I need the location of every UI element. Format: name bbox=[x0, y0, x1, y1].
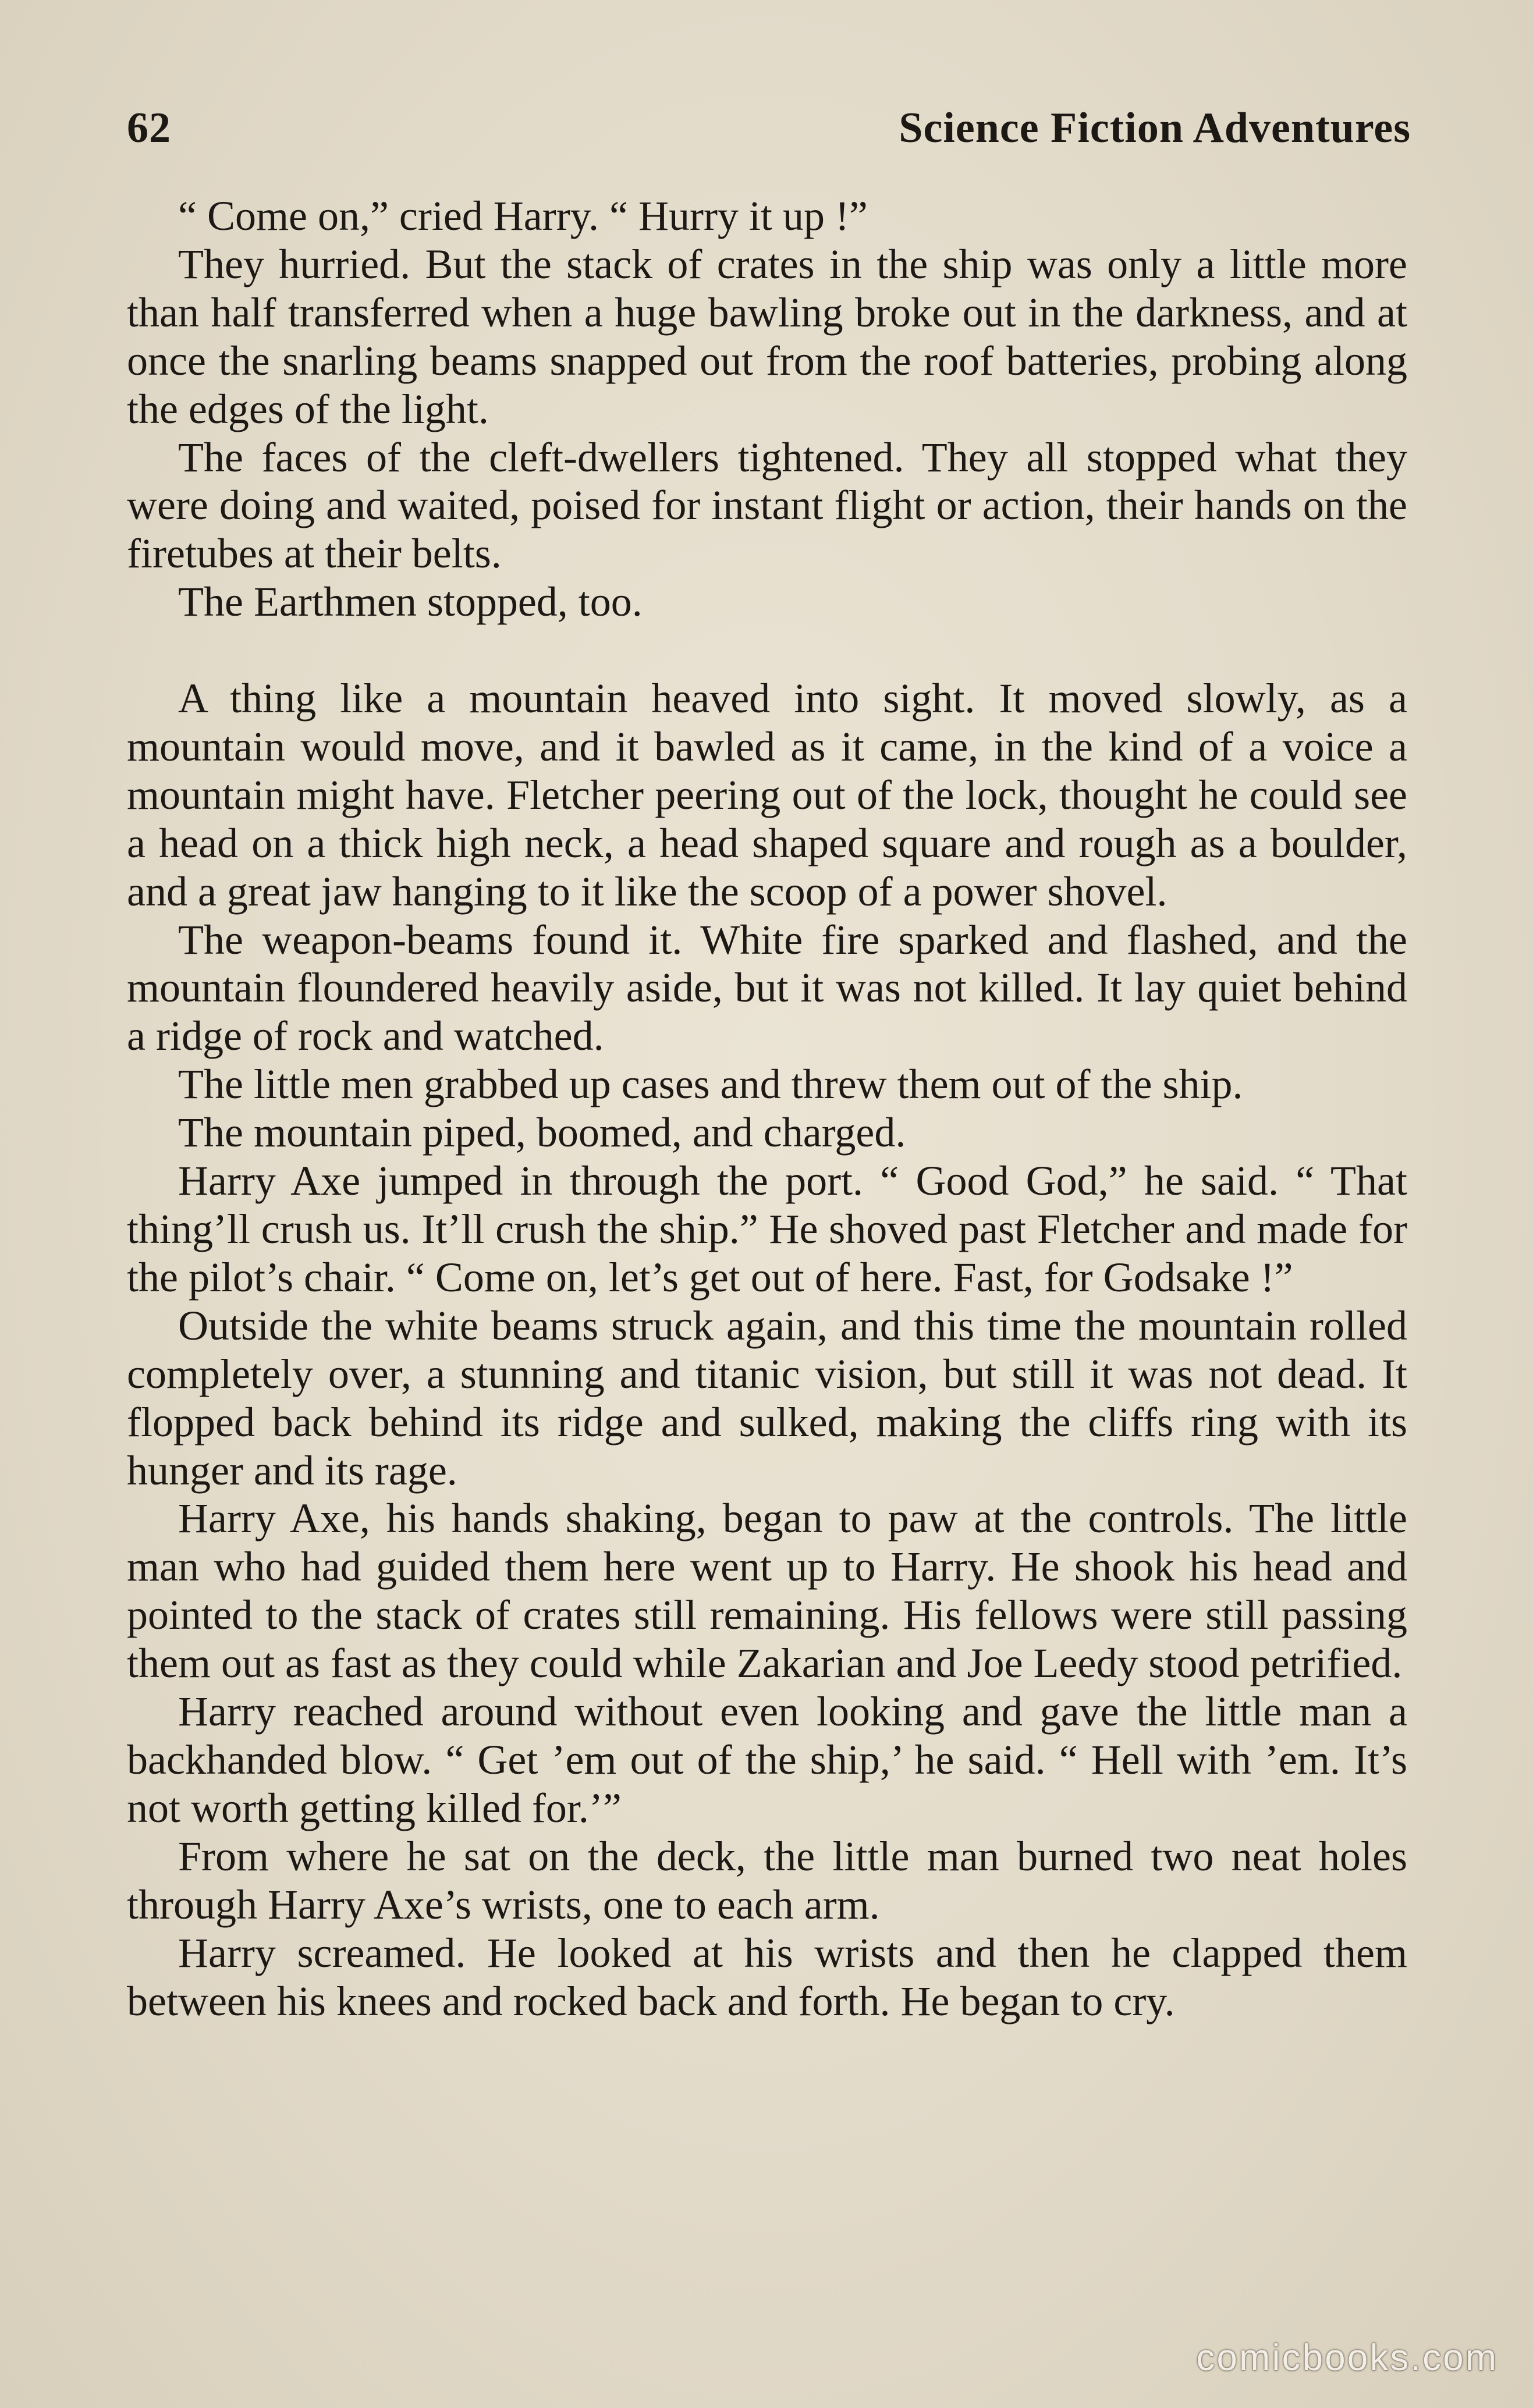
magazine-title: Science Fiction Adventures bbox=[899, 104, 1411, 152]
site-watermark: comicbooks.com bbox=[1196, 2336, 1498, 2378]
paragraph: From where he sat on the deck, the little man burned two neat holes through Harry Axe’s wrists, one to each arm. bbox=[127, 1832, 1407, 1928]
paragraph: The weapon-beams found it. White fire sparked and flashed, and the mountain floundered heavily aside, but it was not killed. It lay quiet behind a ridge of rock and watched. bbox=[127, 916, 1407, 1060]
paragraph: Harry screamed. He looked at his wrists and then he clapped them between his knees and rocked back and forth. He began to cry. bbox=[127, 1929, 1407, 2025]
paragraph: “ Come on,” cried Harry. “ Hurry it up !” bbox=[178, 193, 868, 239]
paragraph: Harry reached around without even looking and gave the little man a backhanded blow. “ Get ’em out of the ship,’ he said. “ Hell with ’em. It’s not worth getting killed for.’” bbox=[127, 1688, 1407, 1831]
paragraph: Outside the white beams struck again, and this time the mountain rolled completely over, a stunning and titanic vision, but still it was not dead. It flopped back behind its ridge and sulked, making the cliffs ring with its hunger and its rage. bbox=[127, 1302, 1407, 1494]
paragraph: The faces of the cleft-dwellers tightened. They all stopped what they were doing and waited, poised for instant flight or action, their hands on the firetubes at their belts. bbox=[127, 434, 1407, 577]
paragraph: The mountain piped, boomed, and charged. bbox=[178, 1109, 906, 1156]
paragraph: Harry Axe, his hands shaking, began to paw at the controls. The little man who had guided them here went up to Harry. He shook his head and pointed to the stack of crates still remaining. His fellows were still passing them out as fast as they could while Zakarian and Joe Leedy stood petrified. bbox=[127, 1495, 1407, 1687]
paragraph: Harry Axe jumped in through the port. “ Good God,” he said. “ That thing’ll crush us. It’ll crush the ship.” He shoved past Fletcher and made for the pilot’s chair. “ Come on, let’s get out of here. Fast, for Godsake !” bbox=[127, 1157, 1407, 1301]
page-number: 62 bbox=[127, 104, 171, 152]
paragraph: A thing like a mountain heaved into sight. It moved slowly, as a mountain would move, and it bawled as it came, in the kind of a voice a mountain might have. Fletcher peering out of the lock, thought he could see a head on a thick high neck, a head shaped square and rough as a boulder, and a great jaw hanging to it like the scoop of a power shovel. bbox=[127, 675, 1407, 915]
running-head bbox=[127, 104, 1411, 173]
paragraph: They hurried. But the stack of crates in the ship was only a little more than half transferred when a huge bawling broke out in the darkness, and at once the snarling beams snapped out from the roof batteries, probing along the edges of the light. bbox=[127, 240, 1407, 432]
paragraph: The little men grabbed up cases and threw them out of the ship. bbox=[178, 1061, 1243, 1108]
story-text bbox=[127, 192, 1407, 2025]
paragraph: The Earthmen stopped, too. bbox=[178, 578, 643, 626]
